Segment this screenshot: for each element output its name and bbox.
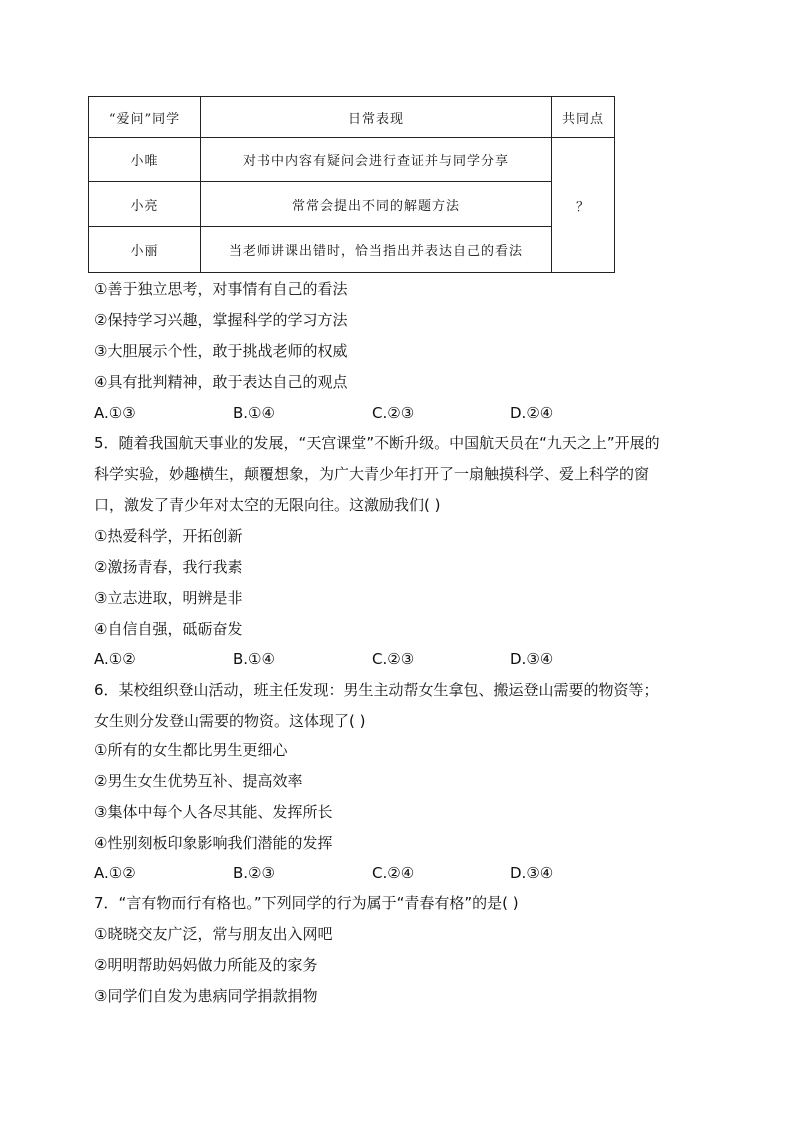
q5-stem: 5．随着我国航天事业的发展，“天宫课堂”不断升级。中国航天员在“九天之上”开展的: [94, 434, 660, 452]
table-cell-behavior: 常常会提出不同的解题方法: [201, 182, 552, 227]
q5-option-b: B.①④: [233, 650, 275, 668]
q6-option-c: C.②④: [372, 864, 415, 882]
q4-statement: ②保持学习兴趣，掌握科学的学习方法: [94, 311, 348, 329]
q5-statement: ①热爱科学，开拓创新: [94, 527, 243, 545]
q5-option-d: D.③④: [510, 650, 554, 668]
table-cell-behavior: 当老师讲课出错时，恰当指出并表达自己的看法: [201, 227, 552, 273]
q7-statement: ②明明帮助妈妈做力所能及的家务: [94, 956, 318, 974]
table-cell-name: 小唯: [89, 138, 201, 182]
q6-stem: 女生则分发登山需要的物资。这体现了( ): [94, 712, 366, 730]
q4-option-a: A.①③: [94, 404, 136, 422]
table-cell-common: ？: [552, 138, 615, 273]
table-row: [89, 227, 615, 273]
q6-option-b: B.②③: [233, 864, 275, 882]
q5-option-c: C.②③: [372, 650, 415, 668]
q4-statement: ④具有批判精神，敢于表达自己的观点: [94, 373, 348, 391]
q4-option-d: D.②④: [510, 404, 554, 422]
table-cell-name: 小亮: [89, 182, 201, 227]
question-table: [88, 96, 615, 273]
table-row: [89, 138, 615, 182]
q4-option-c: C.②③: [372, 404, 415, 422]
q5-stem: 科学实验，妙趣横生，颠覆想象，为广大青少年打开了一扇触摸科学、爱上科学的窗: [94, 465, 650, 483]
table-header-cell: 日常表现: [201, 97, 552, 138]
q5-statement: ②激扬青春，我行我素: [94, 558, 243, 576]
q7-stem: 7．“言有物而行有格也。”下列同学的行为属于“青春有格”的是( ): [94, 894, 519, 912]
table-header-cell: 共同点: [552, 97, 615, 138]
table-cell-name: 小丽: [89, 227, 201, 273]
q6-statement: ②男生女生优势互补、提高效率: [94, 772, 303, 790]
q4-option-b: B.①④: [233, 404, 275, 422]
q4-statement: ①善于独立思考，对事情有自己的看法: [94, 280, 348, 298]
q7-statement: ③同学们自发为患病同学捐款捐物: [94, 987, 318, 1005]
q4-statement: ③大胆展示个性，敢于挑战老师的权威: [94, 342, 348, 360]
q5-stem: 口，激发了青少年对太空的无限向往。这激励我们( ): [94, 496, 441, 514]
table-cell-behavior: 对书中内容有疑问会进行查证并与同学分享: [201, 138, 552, 182]
q6-option-d: D.③④: [510, 864, 554, 882]
table-row: [89, 182, 615, 227]
q5-option-a: A.①②: [94, 650, 136, 668]
q5-statement: ③立志进取，明辨是非: [94, 589, 243, 607]
table-header-cell: “爱问”同学: [89, 97, 201, 138]
q6-statement: ①所有的女生都比男生更细心: [94, 741, 288, 759]
q6-stem: 6．某校组织登山活动，班主任发现：男生主动帮女生拿包、搬运登山需要的物资等；: [94, 681, 659, 699]
q7-statement: ①晓晓交友广泛，常与朋友出入网吧: [94, 925, 333, 943]
q6-statement: ③集体中每个人各尽其能、发挥所长: [94, 803, 333, 821]
q5-statement: ④自信自强，砥砺奋发: [94, 620, 243, 638]
q6-statement: ④性别刻板印象影响我们潜能的发挥: [94, 834, 333, 852]
q6-option-a: A.①②: [94, 864, 136, 882]
table-header-row: [89, 97, 615, 138]
